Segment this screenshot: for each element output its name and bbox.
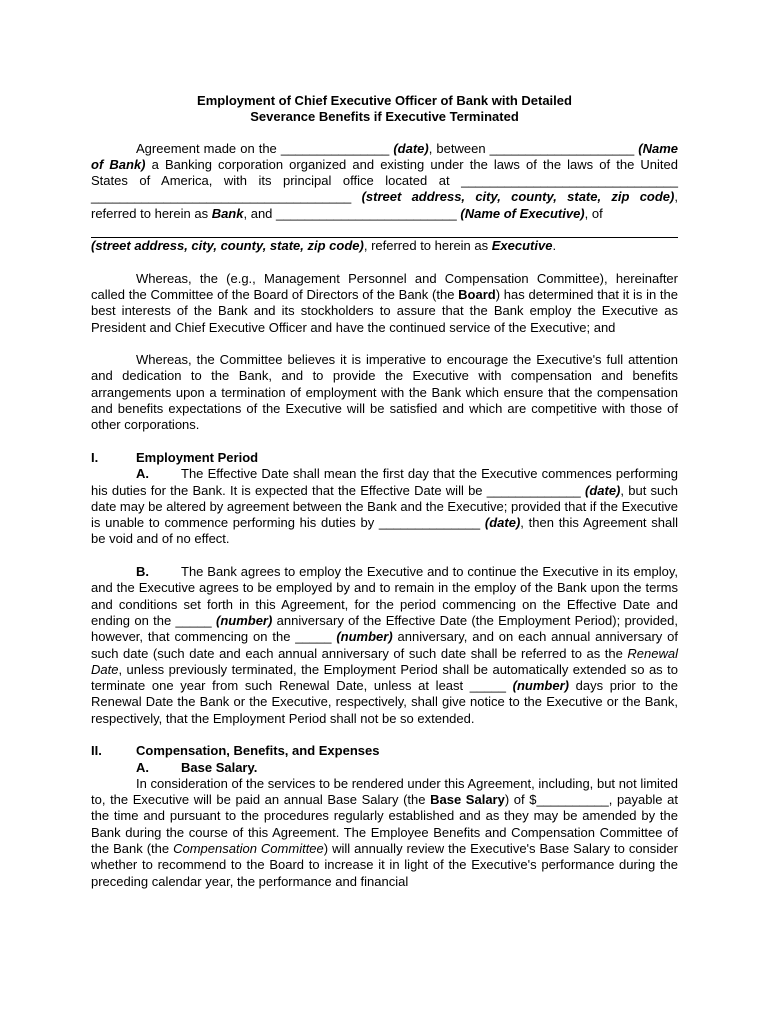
- whereas-paragraph-1: [91, 271, 678, 336]
- renewal-date-term: Renewal Date: [91, 645, 678, 677]
- text: , and _________________________: [243, 205, 461, 221]
- text: anniversary of the Effective Date (the Employment Period); provided, however, that commencing on the _____: [91, 612, 678, 645]
- text: , then this Agreement shall be void and of no effect.: [91, 515, 679, 547]
- agreement-paragraph: [91, 141, 678, 222]
- text: Agreement made on the _______________: [136, 140, 394, 156]
- section-1-b: [91, 564, 678, 727]
- text: , unless previously terminated, the Employment Period shall be automatically extended so as to terminate one year from such Renewal Date, unless at least _____: [91, 661, 678, 694]
- text: , between ____________________: [428, 140, 639, 156]
- executive-address-placeholder: (street address, city, county, state, zip code): [91, 238, 364, 254]
- document-body: [91, 93, 678, 890]
- subsection-label: B.: [136, 564, 149, 580]
- subsection-label: A.: [136, 466, 149, 482]
- board-term: Board: [458, 286, 496, 302]
- text: , of: [584, 205, 603, 221]
- document-title: [91, 93, 678, 126]
- bank-address-placeholder: (street address, city, county, state, zip code): [361, 189, 675, 205]
- text: Whereas, the (e.g., Management Personnel and Compensation Committee), hereinafter called the Committee of the Board of Directors of the Bank (the: [91, 270, 678, 302]
- compensation-committee-term: Compensation Committee: [173, 841, 324, 857]
- section-heading-2: [91, 743, 678, 759]
- date-placeholder: (date): [585, 482, 621, 498]
- text: ) has determined that it is in the best interests of the Bank and its stockholders to assure that the Bank employ the Executive as President and Chief Executive Officer and have the continued service of the Executive; and: [91, 286, 679, 335]
- bank-term: Bank: [211, 205, 244, 221]
- title-line-1: Employment of Chief Executive Officer of Bank with Detailed: [197, 93, 572, 108]
- section-number: II.: [91, 743, 102, 759]
- subsection-label: A.: [136, 759, 149, 775]
- text: anniversary, and on each annual anniversary of such date (such date and each annual anniversary of such date shall be referred to as the: [91, 629, 678, 661]
- executive-name-placeholder: (Name of Executive): [460, 205, 585, 221]
- subsection-title: Base Salary.: [181, 759, 258, 775]
- section-2-a-heading: [91, 760, 678, 776]
- text: , referred to herein as: [363, 238, 492, 254]
- whereas-paragraph-2: Whereas, the Committee believes it is imperative to encourage the Executive's full attention and dedication to the Bank, and to provide the Executive with compensation and benefits arrangements upon a termination of employment with the Bank which ensure that the compensation and benefits expectations of the Executive will be satisfied and which are competitive with those of other corporations.: [91, 352, 678, 433]
- text: days prior to the Renewal Date the Bank or the Executive, respectively, shall give notice to the Executive or the Bank, respectively, that the Employment Period shall not be so extended.: [91, 678, 679, 726]
- number-placeholder: (number): [336, 629, 393, 645]
- section-heading-1: [91, 450, 678, 466]
- bank-name-placeholder: (Name of Bank): [91, 140, 678, 172]
- section-title: Compensation, Benefits, and Expenses: [136, 743, 380, 759]
- title-line-2: Severance Benefits if Executive Terminated: [250, 109, 519, 125]
- text: The Bank agrees to employ the Executive and to continue the Executive in its employ, and the Executive agrees to be employed by and to remain in the employ of the Bank upon the terms and conditions set forth in this Agreement, for the period commencing on the Effective Date and ending on the _____: [91, 564, 678, 628]
- text: , but such date may be altered by agreement between the Bank and the Executive; provided that if the Executive is unable to commence performing his duties by ______________: [91, 482, 678, 531]
- agreement-paragraph-end: [91, 238, 678, 254]
- section-number: I.: [91, 449, 99, 465]
- text: In consideration of the services to be rendered under this Agreement, including, but not limited to, the Executive will be paid an annual Base Salary (the: [91, 775, 678, 808]
- text: The Effective Date shall mean the first day that the Executive commences performing his duties for the Bank. It is expected that the Effective Date will be _____________: [91, 466, 678, 498]
- number-placeholder: (number): [215, 612, 273, 628]
- date-placeholder: (date): [393, 140, 429, 156]
- text: ) will annually review the Executive's Base Salary to consider whether to recommend to the Board to increase it in light of the Executive's performance during the preceding calendar year, the performance and financial: [91, 841, 678, 889]
- section-title: Employment Period: [136, 449, 259, 465]
- section-1-a: [91, 466, 678, 547]
- base-salary-term: Base Salary: [430, 792, 505, 808]
- address-blank-line: [91, 222, 678, 238]
- text: ) of $__________, payable at the time and pursuant to the procedures regularly established and as they may be amended by the Bank during the course of this Agreement. The Employee Benefits and Compensation Committee of the Bank (the: [91, 792, 678, 857]
- number-placeholder: (number): [512, 678, 569, 694]
- text: .: [552, 238, 557, 254]
- text: a Banking corporation organized and existing under the laws of the laws of the United States of America, with its principal office located at ______________________________ ____________________________________: [91, 156, 678, 205]
- date-placeholder: (date): [484, 515, 521, 531]
- executive-term: Executive: [491, 238, 553, 254]
- text: , referred to herein as: [91, 189, 678, 221]
- section-2-a-body: [91, 776, 678, 890]
